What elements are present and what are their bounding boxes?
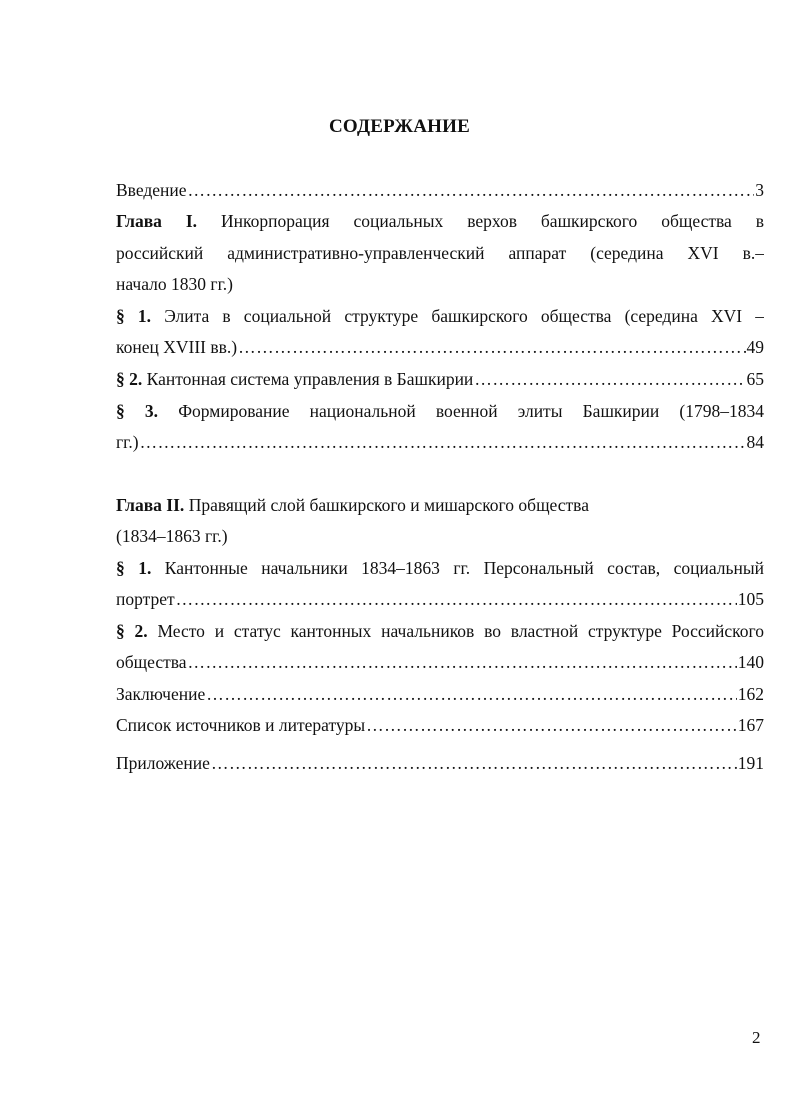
toc-entry-label: Список источников и литературы: [116, 715, 366, 735]
toc-page-number: 3: [755, 180, 764, 200]
toc-section-1-1-line-2[interactable]: [116, 337, 764, 357]
section-label: § 2.: [116, 621, 148, 641]
section-title-part: Кантонная система управления в Башкирии: [146, 369, 474, 389]
toc-section-1-1-line-1[interactable]: [116, 306, 764, 326]
chapter-label: Глава I.: [116, 211, 198, 231]
toc-section-1-2[interactable]: [116, 369, 764, 389]
toc-chapter-1-line-3[interactable]: начало 1830 гг.): [116, 274, 233, 294]
dot-leader: [474, 369, 745, 389]
section-title-part: Место и статус кантонных начальников во властной структуре Российского: [157, 621, 764, 641]
toc-chapter-1-line-1[interactable]: [116, 211, 764, 231]
section-label: § 2.: [116, 369, 143, 389]
dot-leader: [140, 432, 746, 452]
toc-entry-introduction[interactable]: [116, 180, 764, 200]
toc-page-number: 84: [746, 432, 764, 452]
toc-section-2-2-line-1[interactable]: [116, 621, 764, 641]
toc-page-number: 167: [737, 715, 764, 735]
dot-leader: [211, 753, 737, 773]
chapter-label: Глава II.: [116, 495, 185, 515]
toc-entry-appendix[interactable]: [116, 753, 764, 773]
toc-entry-label: Введение: [116, 180, 187, 200]
toc-page-number: 65: [746, 369, 764, 389]
page-number: 2: [752, 1028, 761, 1047]
section-title-part: Элита в социальной структуре башкирского общества (середина XVI –: [164, 306, 764, 326]
toc-entry-sources[interactable]: [116, 715, 764, 735]
section-title-part: Формирование национальной военной элиты Башкирии (1798–1834: [178, 401, 764, 421]
dot-leader: [188, 180, 755, 200]
dot-leader: [176, 589, 737, 609]
section-title-part: общества: [116, 652, 187, 672]
section-title-part: портрет: [116, 589, 175, 609]
toc-chapter-2-line-1[interactable]: [116, 495, 764, 515]
toc-page-number: 49: [746, 337, 764, 357]
toc-section-1-3-line-2[interactable]: [116, 432, 764, 452]
toc-chapter-2-line-2[interactable]: (1834–1863 гг.): [116, 526, 228, 546]
section-title-part: Кантонные начальники 1834–1863 гг. Персональный состав, социальный: [164, 558, 764, 578]
section-title-part: конец XVIII вв.): [116, 337, 238, 357]
section-title-part: гг.): [116, 432, 139, 452]
dot-leader: [366, 715, 737, 735]
toc-entry-label: Приложение: [116, 753, 210, 773]
toc-page-number: 140: [737, 652, 764, 672]
toc-page-number: 191: [737, 753, 764, 773]
toc-section-2-2-line-2[interactable]: [116, 652, 764, 672]
toc-section-1-3-line-1[interactable]: [116, 401, 764, 421]
toc-page-number: 105: [737, 589, 764, 609]
dot-leader: [206, 684, 737, 704]
section-label: § 3.: [116, 401, 159, 421]
toc-section-2-1-line-1[interactable]: [116, 558, 764, 578]
toc-entry-label: Заключение: [116, 684, 206, 704]
toc-chapter-1-line-2[interactable]: российский административно-управленческий аппарат (середина XVI в.–: [116, 243, 764, 263]
section-label: § 1.: [116, 306, 152, 326]
toc-entry-conclusion[interactable]: [116, 684, 764, 704]
toc-page-number: 162: [737, 684, 764, 704]
dot-leader: [238, 337, 745, 357]
page-title: СОДЕРЖАНИЕ: [329, 116, 470, 137]
dot-leader: [188, 652, 737, 672]
section-title: [116, 369, 473, 389]
chapter-title-part: Правящий слой башкирского и мишарского общества: [188, 495, 589, 515]
toc-section-2-1-line-2[interactable]: [116, 589, 764, 609]
chapter-title-part: Инкорпорация социальных верхов башкирского общества в: [221, 211, 764, 231]
section-label: § 1.: [116, 558, 152, 578]
